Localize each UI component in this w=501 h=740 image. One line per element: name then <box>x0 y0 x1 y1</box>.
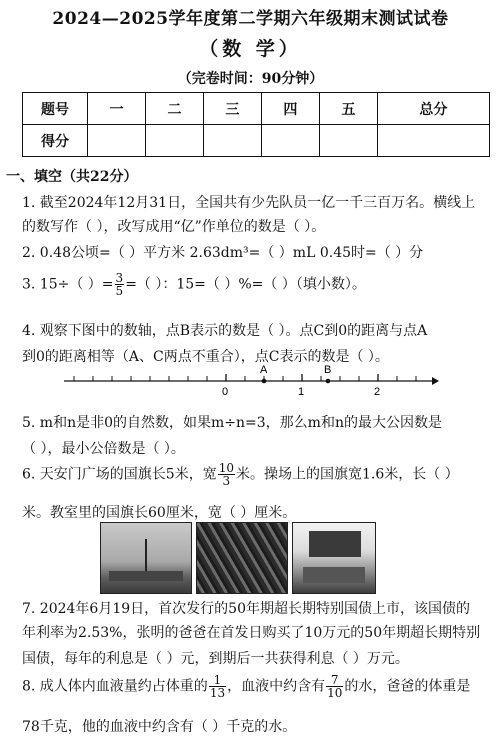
question-6-part-b: 米。操场上的国旗宽1.6米，长（ ） <box>236 466 459 483</box>
fraction <box>115 272 125 297</box>
question-3-part-b: =（ ）：15=（ ）%=（ ）（填小数）。 <box>125 276 366 293</box>
question-8-line-1 <box>22 674 470 699</box>
fraction <box>209 674 226 699</box>
question-6-line-1 <box>22 462 459 487</box>
score-row-label: 得分 <box>23 125 88 157</box>
fraction-denominator: 13 <box>209 686 226 700</box>
score-header-cell: 四 <box>261 93 319 125</box>
fraction-numerator: 7 <box>326 674 343 687</box>
fraction <box>218 462 235 487</box>
point-a-label: A <box>260 364 268 376</box>
fraction-numerator: 3 <box>115 271 124 285</box>
question-8-part-c: 的水，爸爸的体重是 <box>344 678 471 695</box>
question-6-part-a: 6. 天安门广场的国旗长5米，宽 <box>22 466 217 483</box>
section-title: 一、填空（共22分） <box>6 169 138 185</box>
score-table <box>22 92 490 157</box>
exam-title: 2024—2025学年度第二学期六年级期末测试试卷 <box>52 9 449 29</box>
question-7-line-1: 7. 2024年6月19日，首次发行的50年期超长期特别国债上市，该国债的 <box>22 601 470 617</box>
tick-label-1: 1 <box>298 386 305 398</box>
number-line-ticks <box>74 374 416 381</box>
question-1-line-1: 1. 截至2024年12月31日，全国共有少先队员一亿一千三百万名。横线上 <box>22 195 476 211</box>
fraction-denominator: 3 <box>222 474 231 488</box>
score-cell[interactable] <box>145 125 203 157</box>
question-1-line-2: 的数写作（ ），改写成用“亿”作单位的数是（ ）。 <box>22 219 326 235</box>
question-8-part-a: 8. 成人体内血液量约占体重的 <box>22 678 208 695</box>
number-line-arrow <box>432 377 439 385</box>
score-cell[interactable] <box>261 125 319 157</box>
question-6-line-2: 米。教室里的国旗长60厘米，宽（ ）厘米。 <box>22 505 297 521</box>
score-table-score-row <box>23 125 490 157</box>
fraction-denominator: 10 <box>327 686 343 700</box>
classroom-flag-photo <box>292 522 376 594</box>
crowd-photo <box>196 522 288 594</box>
question-5-line-2: （ ），最小公倍数是（ ）。 <box>22 441 185 457</box>
tick-label-2: 2 <box>374 386 381 398</box>
number-line <box>60 364 440 398</box>
question-3 <box>22 272 366 297</box>
fraction-denominator: 5 <box>115 284 124 298</box>
question-8-line-2: 78千克，他的血液中约含有（ ）千克的水。 <box>22 719 297 735</box>
score-header-cell: 五 <box>319 93 377 125</box>
score-header-cell: 题号 <box>23 93 88 125</box>
score-table-header-row <box>23 93 490 125</box>
fraction <box>326 674 343 699</box>
fraction-numerator: 1 <box>209 674 226 687</box>
question-3-part-a: 3. 15÷（ ）= <box>22 276 114 293</box>
score-cell[interactable] <box>88 125 146 157</box>
score-cell[interactable] <box>319 125 377 157</box>
subject-title: （数 学） <box>199 38 302 60</box>
question-4-line-2: 到0的距离相等（A、C两点不重合），点C表示的数是（ ）。 <box>22 349 389 365</box>
score-header-cell: 三 <box>203 93 261 125</box>
tick-label-0: 0 <box>222 386 229 398</box>
point-b-marker <box>326 379 331 384</box>
exam-duration: （完卷时间：90分钟） <box>177 71 324 87</box>
point-b-label: B <box>324 364 332 376</box>
question-7-line-2: 年利率为2.53%，张明的爸爸在首发日购买了10万元的50年期超长期特别 <box>22 625 481 641</box>
score-header-cell: 一 <box>88 93 146 125</box>
score-header-cell: 总分 <box>377 93 489 125</box>
point-a-marker <box>262 379 267 384</box>
score-header-cell: 二 <box>145 93 203 125</box>
question-4-line-1: 4. 观察下图中的数轴，点B表示的数是（ ）。点C到0的距离与点A <box>22 323 428 339</box>
question-8-part-b: ，血液中约含有 <box>227 678 326 695</box>
tiananmen-flag-photo <box>100 522 192 594</box>
question-5-line-1: 5. m和n是非0的自然数，如果m÷n=3，那么m和n的最大公因数是 <box>22 415 442 431</box>
question-2: 2. 0.48公顷=（ ）平方米 2.63dm³=（ ）mL 0.45时=（ ）分 <box>22 245 424 261</box>
score-cell[interactable] <box>377 125 489 157</box>
fraction-numerator: 10 <box>218 461 234 475</box>
question-7-line-3: 国债，每年的利息是（ ）元，到期后一共获得利息（ ）万元。 <box>22 651 409 667</box>
score-cell[interactable] <box>203 125 261 157</box>
